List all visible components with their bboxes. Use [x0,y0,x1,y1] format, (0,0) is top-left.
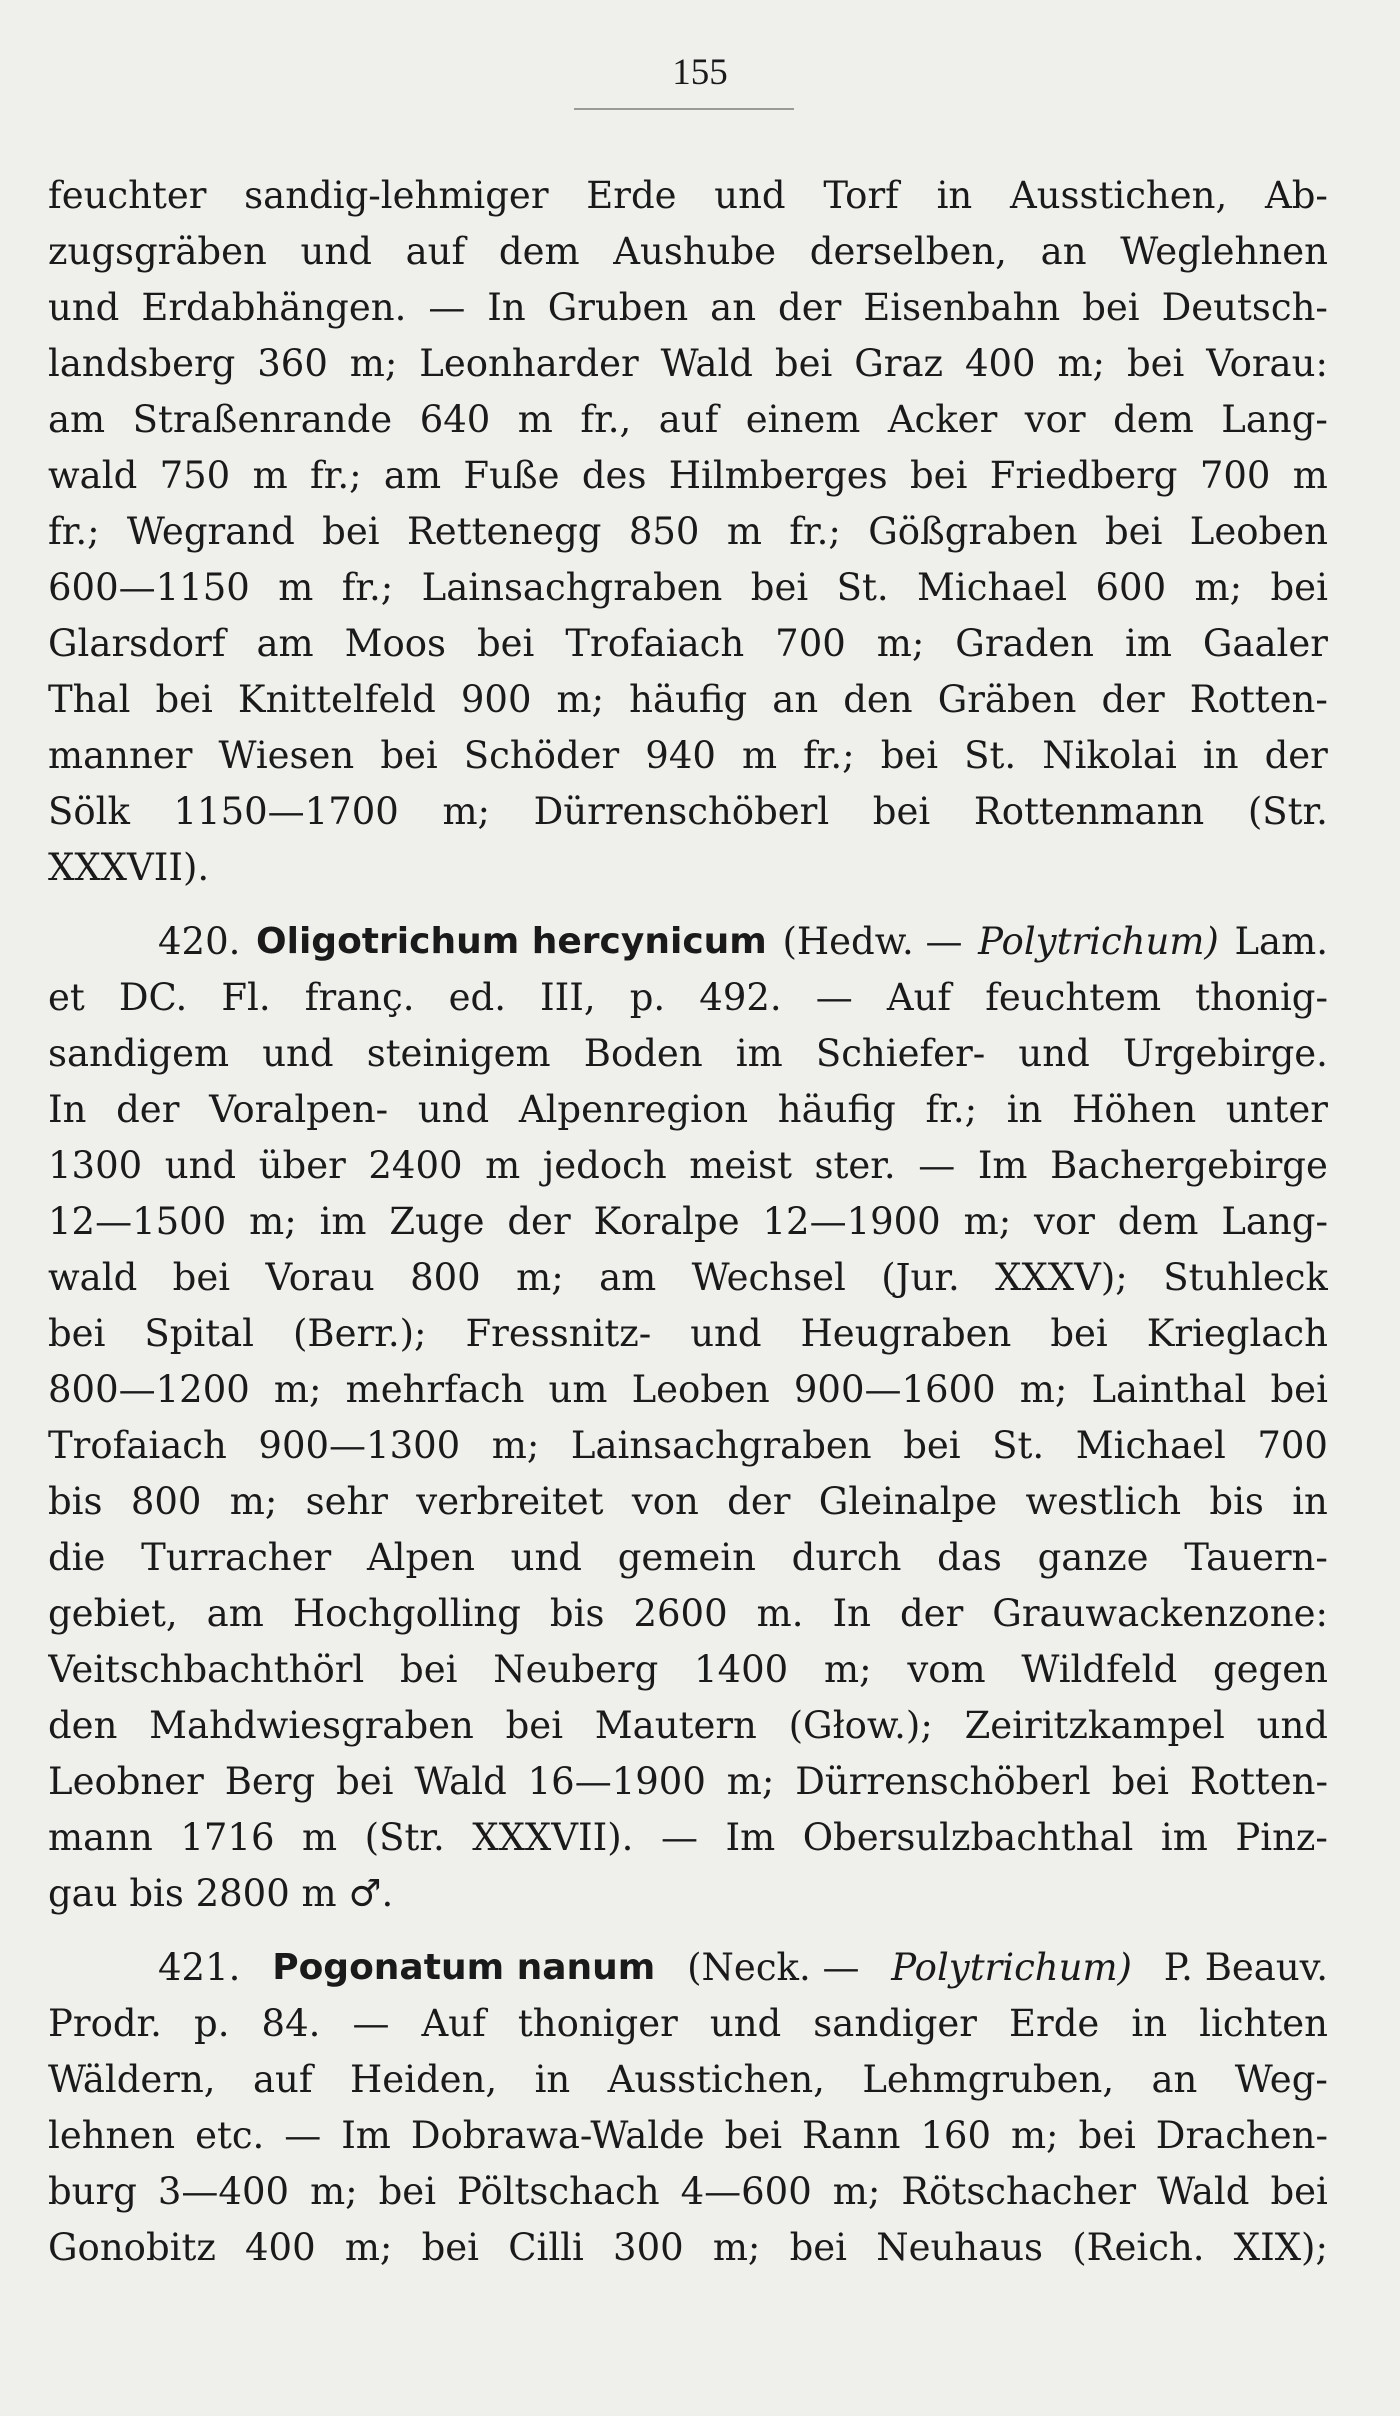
author-citation: (Neck. — [687,1946,860,1989]
text-line: fr.; Wegrand bei Rettenegg 850 m fr.; Gößgraben bei Leoben [48,510,1328,553]
species-name: Oligotrichum hercynicum [256,921,767,962]
text-line: In der Voralpen- und Alpenregion häufig fr.; in Höhen unter [48,1088,1328,1131]
text-line: Glarsdorf am Moos bei Trofaiach 700 m; Graden im Gaaler [48,622,1328,665]
text-line: 1300 und über 2400 m jedoch meist ster. — Im Bachergebirge [48,1144,1328,1187]
text-line: bis 800 m; sehr verbreitet von der Gleinalpe westlich bis in [48,1480,1328,1523]
author-name: P. Beauv. [1163,1946,1328,1989]
synonym-genus: Polytrichum) [978,920,1219,963]
entry-number: 421. [158,1946,241,1989]
paragraph-continuation [48,168,1328,896]
text-line: am Straßenrande 640 m fr., auf einem Acker vor dem Lang- [48,398,1328,441]
text-line: 12—1500 m; im Zuge der Koralpe 12—1900 m; vor dem Lang- [48,1200,1328,1243]
text-line: sandigem und steinigem Boden im Schiefer- und Urgebirge. [48,1032,1328,1075]
text-line: lehnen etc. — Im Dobrawa-Walde bei Rann 160 m; bei Drachen- [48,2114,1328,2157]
text-line: Prodr. p. 84. — Auf thoniger und sandiger Erde in lichten [48,2002,1328,2045]
text-line: landsberg 360 m; Leonharder Wald bei Graz 400 m; bei Vorau: [48,342,1328,385]
species-name: Pogonatum nanum [272,1947,656,1988]
text-line: XXXVII). [48,846,210,889]
text-line: Gonobitz 400 m; bei Cilli 300 m; bei Neuhaus (Reich. XIX); [48,2226,1328,2269]
text-line: manner Wiesen bei Schöder 940 m fr.; bei St. Nikolai in der [48,734,1328,777]
text-line: zugsgräben und auf dem Aushube derselben, an Weglehnen [48,230,1328,273]
page-number: 155 [672,52,728,93]
entry-number: 420. [158,920,241,963]
text-line: den Mahdwiesgraben bei Mautern (Głow.); Zeiritzkampel und [48,1704,1328,1747]
synonym-genus: Polytrichum) [891,1946,1132,1989]
text-line: Trofaiach 900—1300 m; Lainsachgraben bei St. Michael 700 [48,1424,1328,1467]
author-citation: (Hedw. — [782,920,963,963]
header-rule [574,108,794,110]
text-line: Wäldern, auf Heiden, in Ausstichen, Lehmgruben, an Weg- [48,2058,1328,2101]
entry-heading-line [48,1940,1328,1996]
text-line: Thal bei Knittelfeld 900 m; häufig an den Gräben der Rotten- [48,678,1328,721]
entry-heading-line [48,914,1328,970]
text-line: feuchter sandig-lehmiger Erde und Torf in Ausstichen, Ab- [48,174,1328,217]
text-line: und Erdabhängen. — In Gruben an der Eisenbahn bei Deutsch- [48,286,1328,329]
text-line: 800—1200 m; mehrfach um Leoben 900—1600 m; Lainthal bei [48,1368,1328,1411]
text-line: et DC. Fl. franç. ed. III, p. 492. — Auf feuchtem thonig- [48,976,1328,1019]
text-line: wald 750 m fr.; am Fuße des Hilmberges bei Friedberg 700 m [48,454,1328,497]
text-line: gau bis 2800 m ♂. [48,1872,394,1915]
text-line: 600—1150 m fr.; Lainsachgraben bei St. Michael 600 m; bei [48,566,1328,609]
text-line: bei Spital (Berr.); Fressnitz- und Heugraben bei Krieglach [48,1312,1328,1355]
text-line: die Turracher Alpen und gemein durch das ganze Tauern- [48,1536,1328,1579]
text-line: gebiet, am Hochgolling bis 2600 m. In der Grauwackenzone: [48,1592,1328,1635]
text-line: wald bei Vorau 800 m; am Wechsel (Jur. XXXV); Stuhleck [48,1256,1328,1299]
body-text [48,168,1328,2276]
text-line: mann 1716 m (Str. XXXVII). — Im Obersulzbachthal im Pinz- [48,1816,1328,1859]
text-line: Veitschbachthörl bei Neuberg 1400 m; vom Wildfeld gegen [48,1648,1328,1691]
author-name: Lam. [1234,920,1328,963]
entry-420 [48,914,1328,1922]
entry-421 [48,1940,1328,2276]
text-line: Leobner Berg bei Wald 16—1900 m; Dürrenschöberl bei Rotten- [48,1760,1328,1803]
text-line: burg 3—400 m; bei Pöltschach 4—600 m; Rötschacher Wald bei [48,2170,1328,2213]
text-line: Sölk 1150—1700 m; Dürrenschöberl bei Rottenmann (Str. [48,790,1328,833]
